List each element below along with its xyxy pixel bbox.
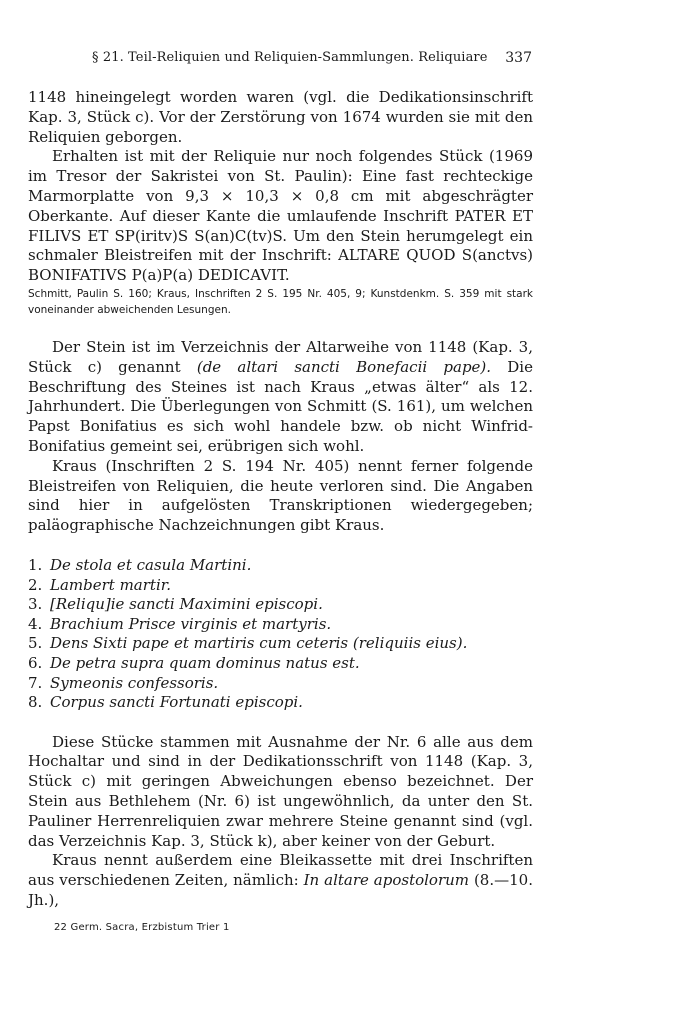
paragraph-continuation: 1148 hineingelegt worden waren (vgl. die Dedikationsinschrift Kap. 3, Stück c). Vor der Zerstörung von 1674 wurden sie mit den Reliquien geborgen. [28,88,533,146]
list-item: 2. Lambert martir. [28,575,172,594]
running-header [76,50,532,70]
paragraph-kraus: Kraus (Inschriften 2 S. 194 Nr. 405) nennt ferner folgende Bleistreifen von Reliquien, die heute verloren sind. Die Angaben sind hier in aufgelösten Transkriptionen wiedergegeben; paläographische Nachzeichnungen gibt Kraus. [28,456,533,535]
list-item: 5. Dens Sixti pape et martiris cum ceteris (reliquiis eius). [28,634,468,653]
paragraph-altar-weihe [28,338,533,457]
para6-text2: (8.—10. Jh.), [28,871,533,910]
list-item: 4. Brachium Prisce virginis et martyris. [28,614,332,633]
para6-italic: In altare apostolorum [303,871,470,890]
page-number: 337 [505,50,532,66]
paragraph-stuecke: Diese Stücke stammen mit Ausnahme der Nr. 6 alle aus dem Hochaltar und sind in der Dedikationsschrift von 1148 (Kap. 3, Stück c) mit geringen Abweichungen ebenso bezeichnet. Der Stein aus Bethlehem (Nr. 6) ist ungewöhnlich, da unter den St. Pauliner Herrenreliquien zwar mehrere Steine genannt sind (vgl. das Verzeichnis Kap. 3, Stück k), aber keiner von der Geburt. [28,732,533,850]
list-item: 3. [Reliqu]ie sancti Maximini episcopi. [28,595,323,614]
running-title: § 21. Teil-Reliquien und Reliquien-Sammlungen. Reliquiare [92,50,488,65]
list-item: 7. Symeonis confessoris. [28,673,219,692]
main-text [28,88,533,911]
list-item: 1. De stola et casula Martini. [28,555,252,574]
list-item: 6. De petra supra quam dominus natus est. [28,653,360,672]
para3-italic: (de altari sancti Bonefacii pape). [196,357,492,376]
para3-text1: Der Stein ist im Verzeichnis der Altarweihe von 1148 (Kap. 3, Stück c) genannt [28,337,533,376]
footnote-reference: Schmitt, Paulin S. 160; Kraus, Inschriften 2 S. 195 Nr. 405, 9; Kunstdenkm. S. 359 mit stark voneinander abweichenden Lesungen. [28,287,533,316]
signature-footer: 22 Germ. Sacra, Erzbistum Trier 1 [54,922,230,933]
para3-text2: Die Beschriftung des Steines ist nach Kraus „etwas älter“ als 12. Jahrhundert. Die Überlegungen von Schmitt (S. 161), um welchen Papst Bonifatius es sich wohl handele bzw. ob nicht Winfrid-Bonifatius gemeint sei, erübrigen sich wohl. [28,357,533,455]
relic-list [28,556,533,713]
para6-text1: Kraus nennt außerdem eine Bleikassette mit drei Inschriften aus verschiedenen Zeiten, nämlich: [28,851,533,890]
paragraph-description: Erhalten ist mit der Reliquie nur noch folgendes Stück (1969 im Tresor der Sakristei von St. Paulin): Eine fast rechteckige Marmorplatte von 9,3 × 10,3 × 0,8 cm mit abgeschrägter Oberkante. Auf dieser Kante die umlaufende Inschrift PATER ET FILIVS ET SP(iritv)S S(an)C(tv)S. Um den Stein herumgelegt ein schmaler Bleistreifen mit der Inschrift: ALTARE QUOD S(anctvs) BONIFATIVS P(a)P(a) DEDICAVIT. [28,147,533,285]
paragraph-bleikassette [28,851,533,910]
list-item: 8. Corpus sancti Fortunati episcopi. [28,693,303,712]
